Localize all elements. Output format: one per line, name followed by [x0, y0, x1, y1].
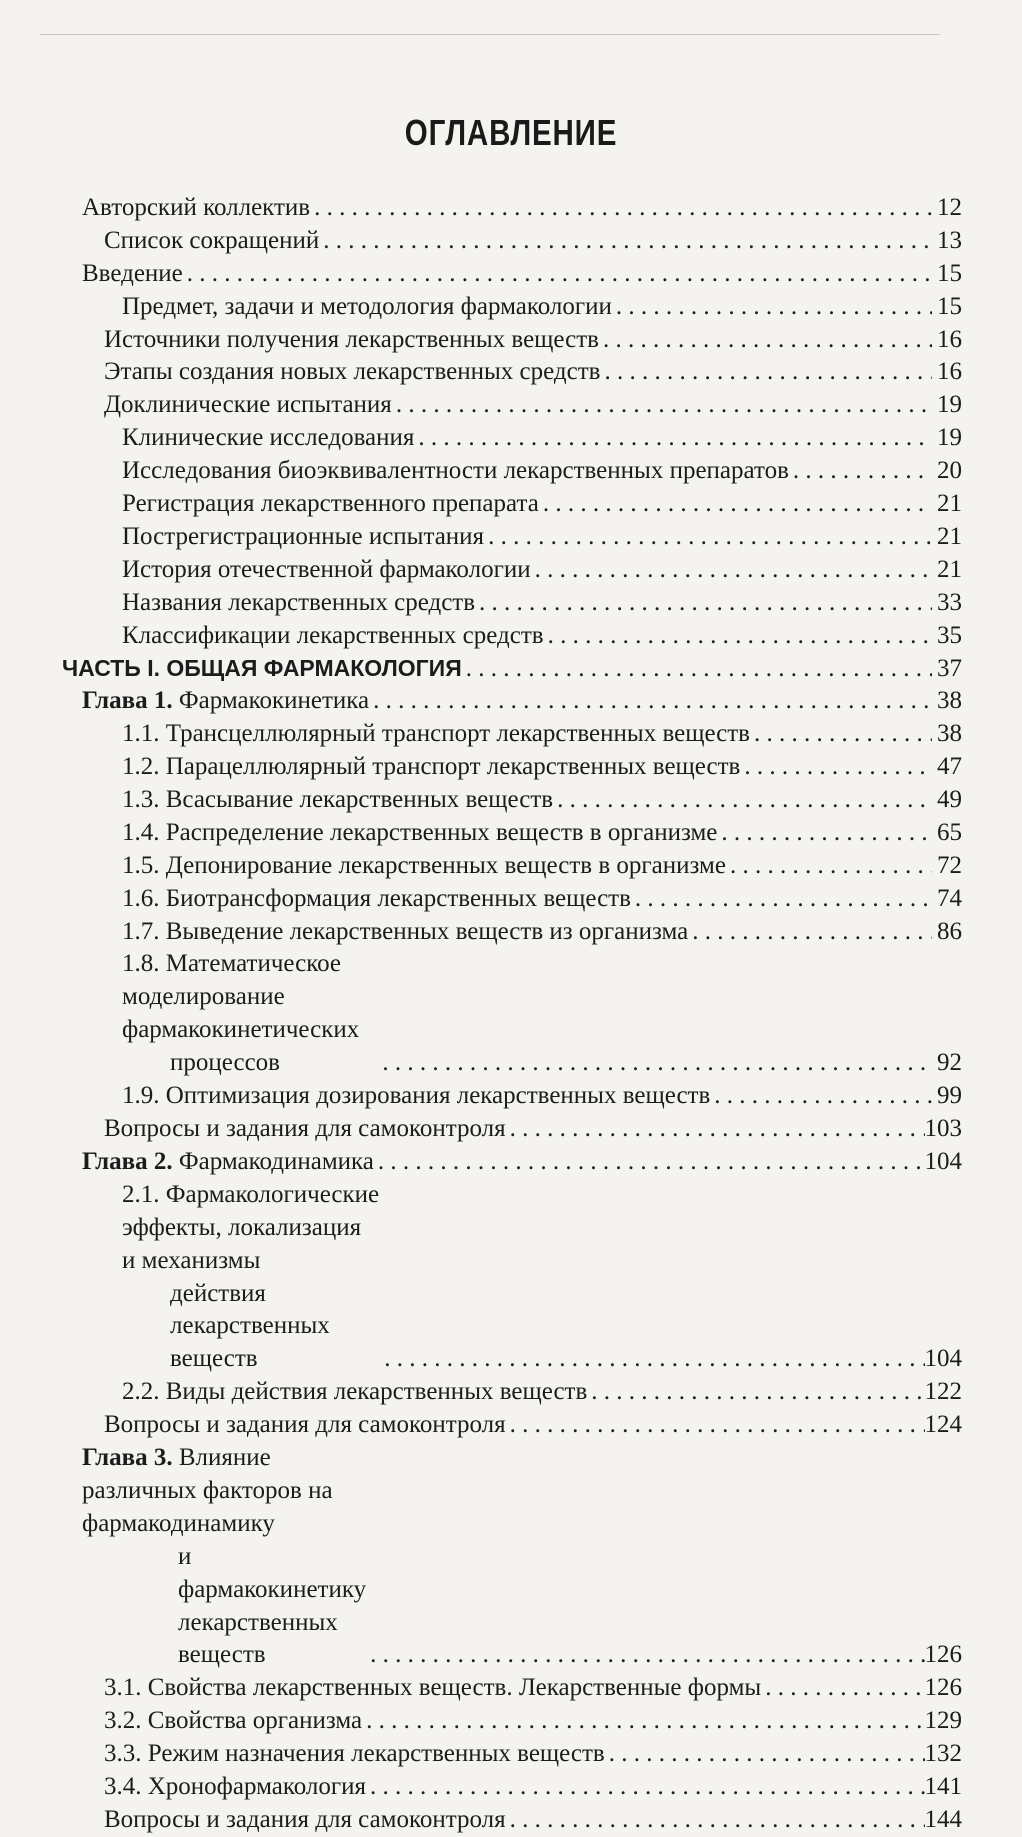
toc-page-number: 104 — [924, 1147, 962, 1175]
toc-entry[interactable] — [82, 1080, 962, 1113]
toc-chapter-entry-multiline[interactable] — [82, 1442, 962, 1672]
chapter-name-line-2: и фармакокинетику лекарственных веществ — [178, 1542, 367, 1669]
leader-dots — [462, 653, 932, 686]
toc-page-number: 129 — [924, 1707, 962, 1735]
toc-page-number: 12 — [937, 194, 962, 221]
toc-page-number: 47 — [937, 753, 962, 781]
toc-entry-title: Этапы создания новых лекарственных средств — [104, 358, 601, 386]
leader-dots — [789, 455, 932, 488]
toc-entry[interactable] — [82, 1113, 962, 1146]
toc-entry-title: 3.4. Хронофармакология — [104, 1773, 366, 1801]
toc-entry-title: Исследования биоэквивалентности лекарственных препаратов — [122, 457, 789, 485]
toc-page-number: 124 — [924, 1411, 962, 1439]
leader-dots — [369, 685, 932, 718]
leader-dots — [475, 587, 932, 620]
toc-chapter-title — [82, 1442, 366, 1672]
toc-page-number: 86 — [937, 917, 962, 945]
leader-dots — [599, 324, 932, 357]
leader-dots — [600, 356, 932, 389]
leader-dots — [612, 291, 932, 324]
toc-page-number: 132 — [924, 1740, 962, 1768]
chapter-label: Глава 3. — [82, 1444, 173, 1471]
toc-entry-line-1: 2.1. Фармакологические эффекты, локализация и механизмы — [122, 1180, 380, 1274]
leader-dots — [374, 1146, 925, 1179]
toc-entry[interactable] — [82, 488, 962, 521]
toc-page-number: 38 — [937, 720, 962, 748]
toc-page-number: 33 — [937, 588, 962, 616]
toc-entry[interactable] — [82, 916, 962, 949]
toc-entry-multiline[interactable] — [82, 948, 962, 1080]
toc-page-number: 19 — [937, 391, 962, 419]
toc-entry[interactable] — [82, 620, 962, 653]
toc-entry-title: Доклинические испытания — [104, 391, 392, 419]
leader-dots — [717, 817, 932, 850]
leader-dots — [506, 1113, 925, 1146]
toc-entry-title: 1.2. Парацеллюлярный транспорт лекарственных веществ — [122, 753, 741, 781]
toc-page-number: 72 — [937, 851, 962, 879]
table-of-contents — [62, 192, 962, 1837]
leader-dots — [392, 389, 932, 422]
chapter-name: Фармакодинамика — [178, 1147, 374, 1175]
toc-entry-title — [122, 948, 378, 1080]
toc-entry-title: Классификации лекарственных средств — [122, 621, 544, 649]
leader-dots — [605, 1738, 925, 1771]
toc-page-number: 15 — [937, 259, 962, 287]
leader-dots — [310, 192, 932, 225]
header-rule — [40, 34, 940, 35]
toc-entry-title: Источники получения лекарственных веществ — [104, 325, 599, 353]
toc-entry-title: 1.6. Биотрансформация лекарственных веществ — [122, 884, 631, 912]
toc-page-number: 21 — [937, 555, 962, 583]
toc-page-number: 21 — [937, 490, 962, 518]
toc-entry[interactable] — [82, 1771, 962, 1804]
chapter-label: Глава 2. — [82, 1147, 173, 1175]
toc-page-number: 99 — [937, 1082, 962, 1110]
toc-entry-title: Вопросы и задания для самоконтроля — [104, 1411, 506, 1439]
leader-dots — [378, 1047, 932, 1080]
toc-entry-title: Предмет, задачи и методология фармакологии — [122, 292, 612, 320]
toc-entry-title: Вопросы и задания для самоконтроля — [104, 1805, 506, 1833]
leader-dots — [414, 422, 932, 455]
toc-entry-title — [122, 1179, 380, 1376]
toc-entry[interactable] — [82, 784, 962, 817]
toc-page-number: 35 — [937, 621, 962, 649]
toc-entry[interactable] — [82, 1705, 962, 1738]
toc-page-number: 141 — [924, 1773, 962, 1801]
leader-dots — [506, 1409, 925, 1442]
toc-page-number: 19 — [937, 424, 962, 452]
toc-page-number: 15 — [937, 292, 962, 320]
toc-entry-title: Вопросы и задания для самоконтроля — [104, 1115, 506, 1142]
toc-entry-title: 1.9. Оптимизация дозирования лекарственных веществ — [122, 1082, 711, 1110]
toc-entry[interactable] — [82, 422, 962, 455]
toc-entry[interactable] — [82, 751, 962, 784]
toc-page-number: 38 — [937, 687, 962, 715]
leader-dots — [761, 1672, 924, 1705]
toc-entry[interactable] — [82, 718, 962, 751]
page-title: ОГЛАВЛЕНИЕ — [404, 112, 618, 153]
toc-page-number: 49 — [937, 786, 962, 814]
leader-dots — [362, 1705, 924, 1738]
toc-page-number: 20 — [937, 457, 962, 485]
leader-dots — [553, 784, 932, 817]
toc-entry-title: 1.4. Распределение лекарственных веществ в организме — [122, 818, 718, 846]
toc-entry[interactable] — [82, 389, 962, 422]
toc-entry[interactable] — [82, 192, 962, 225]
toc-entry-title: 1.5. Депонирование лекарственных веществ в организме — [122, 851, 726, 879]
toc-entry-title: Введение — [82, 259, 183, 287]
toc-chapter-entry[interactable] — [82, 1146, 962, 1179]
toc-entry-title: История отечественной фармакологии — [122, 555, 531, 583]
toc-entry-title: 3.3. Режим назначения лекарственных веществ — [104, 1740, 605, 1768]
toc-entry[interactable] — [82, 324, 962, 357]
toc-entry[interactable] — [82, 817, 962, 850]
toc-entry[interactable] — [82, 291, 962, 324]
toc-entry-line-1: 1.8. Математическое моделирование фармакокинетических — [122, 950, 360, 1044]
toc-page-number: 126 — [924, 1641, 962, 1669]
leader-dots — [366, 1639, 924, 1672]
toc-page-number: 16 — [937, 358, 962, 386]
chapter-label: Глава 1. — [82, 687, 173, 715]
toc-entry[interactable] — [82, 225, 962, 258]
leader-dots — [531, 554, 932, 587]
leader-dots — [319, 225, 932, 258]
leader-dots — [183, 258, 932, 291]
leader-dots — [710, 1080, 932, 1113]
toc-page-number: 103 — [924, 1115, 962, 1142]
toc-entry[interactable] — [82, 1409, 962, 1442]
toc-entry-title: Авторский коллектив — [82, 194, 311, 221]
leader-dots — [544, 620, 932, 653]
toc-page-number: 144 — [924, 1805, 962, 1833]
toc-chapter-title — [82, 685, 369, 718]
leader-dots — [539, 488, 932, 521]
toc-entry-line-2: действия лекарственных веществ — [170, 1279, 330, 1373]
toc-page-number: 37 — [937, 655, 962, 683]
toc-entry[interactable] — [82, 554, 962, 587]
toc-entry[interactable] — [82, 258, 962, 291]
toc-entry-title: 2.2. Виды действия лекарственных веществ — [122, 1378, 588, 1406]
leader-dots — [750, 718, 932, 751]
toc-part-entry[interactable] — [62, 652, 962, 685]
toc-chapter-title — [82, 1146, 374, 1179]
toc-entry[interactable] — [82, 521, 962, 554]
toc-entry[interactable] — [82, 587, 962, 620]
toc-page-number: 126 — [924, 1674, 962, 1702]
toc-entry-title: Пострегистрационные испытания — [122, 522, 485, 550]
toc-page-number: 65 — [937, 818, 962, 846]
toc-entry[interactable] — [82, 1376, 962, 1409]
toc-entry[interactable] — [82, 883, 962, 916]
leader-dots — [587, 1376, 924, 1409]
toc-entry-title: Регистрация лекарственного препарата — [122, 490, 539, 518]
toc-page-number: 74 — [937, 884, 962, 912]
toc-chapter-entry[interactable] — [82, 685, 962, 718]
chapter-name: Фармакокинетика — [178, 687, 370, 715]
toc-entry[interactable] — [82, 356, 962, 389]
toc-entry-line-2: процессов — [170, 1049, 280, 1077]
leader-dots — [631, 883, 932, 916]
toc-page-number: 104 — [924, 1345, 962, 1373]
toc-entry-title: Названия лекарственных средств — [122, 588, 476, 616]
leader-dots — [380, 1343, 924, 1376]
toc-page-number: 21 — [937, 522, 962, 550]
toc-entry-title: 3.1. Свойства лекарственных веществ. Лекарственные формы — [104, 1674, 762, 1702]
toc-entry[interactable] — [82, 850, 962, 883]
toc-entry-multiline[interactable] — [82, 1179, 962, 1376]
leader-dots — [484, 521, 932, 554]
toc-page-number: 122 — [924, 1378, 962, 1406]
leader-dots — [688, 916, 932, 949]
toc-entry-title: 1.3. Всасывание лекарственных веществ — [122, 786, 554, 814]
toc-entry-title: 1.1. Трансцеллюлярный транспорт лекарственных веществ — [122, 720, 750, 748]
toc-entry[interactable] — [82, 1804, 962, 1837]
leader-dots — [506, 1804, 925, 1837]
toc-part-title: ЧАСТЬ I. ОБЩАЯ ФАРМАКОЛОГИЯ — [62, 655, 462, 682]
leader-dots — [366, 1771, 925, 1804]
toc-page-number: 13 — [937, 226, 962, 254]
toc-page-number: 92 — [937, 1049, 962, 1077]
toc-entry-title: Список сокращений — [104, 226, 320, 254]
chapter-name: Влияние различных факторов на фармакодинамику — [82, 1444, 333, 1537]
toc-entry-title: 3.2. Свойства организма — [104, 1707, 363, 1735]
toc-page-number: 16 — [937, 325, 962, 353]
toc-entry-title: Клинические исследования — [122, 424, 415, 452]
leader-dots — [740, 751, 932, 784]
leader-dots — [726, 850, 932, 883]
toc-entry[interactable] — [82, 455, 962, 488]
toc-entry-title: 1.7. Выведение лекарственных веществ из организма — [122, 917, 689, 945]
toc-entry[interactable] — [82, 1672, 962, 1705]
toc-entry[interactable] — [82, 1738, 962, 1771]
